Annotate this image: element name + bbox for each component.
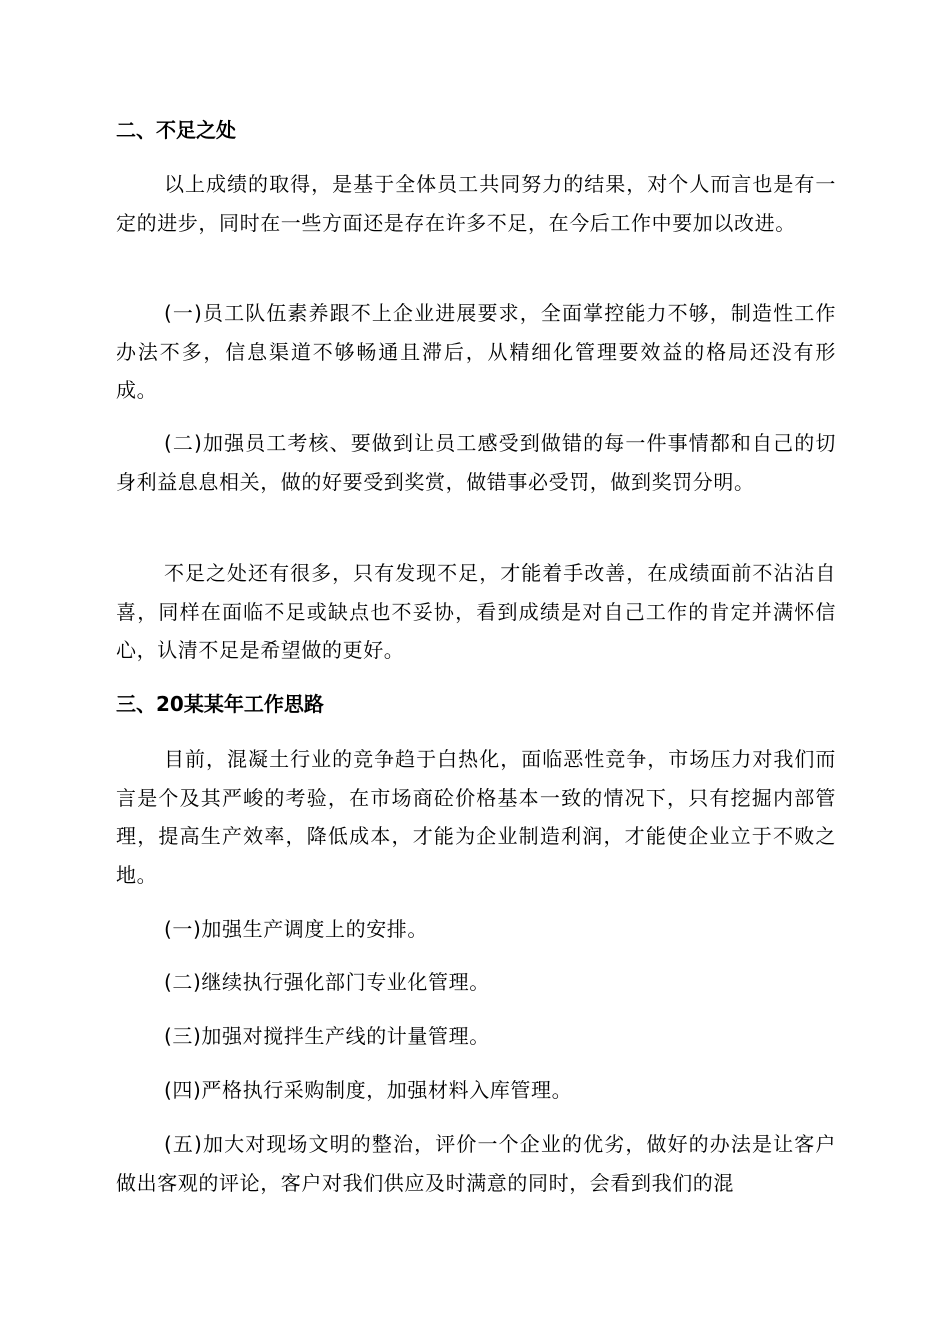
- plan-item-1: (一)加强生产调度上的安排。: [164, 917, 429, 941]
- paragraph-shortcoming-conclusion: 不足之处还有很多，只有发现不足，才能着手改善，在成绩面前不沾沾自喜，同样在面临不足或缺点也不妥协，看到成绩是对自己工作的肯定并满怀信心，认清不足是希望做的更好。: [116, 561, 836, 662]
- paragraph-achievements-summary: 以上成绩的取得，是基于全体员工共同努力的结果，对个人而言也是有一定的进步，同时在一些方面还是存在许多不足，在今后工作中要加以改进。: [116, 172, 836, 235]
- paragraph-shortcoming-1: (一)员工队伍素养跟不上企业进展要求，全面掌控能力不够，制造性工作办法不多，信息渠道不够畅通且滞后，从精细化管理要效益的格局还没有形成。: [116, 301, 836, 402]
- section-heading-work-plan: 三、20某某年工作思路: [116, 692, 324, 716]
- plan-item-4: (四)严格执行采购制度，加强材料入库管理。: [164, 1078, 573, 1102]
- plan-item-2: (二)继续执行强化部门专业化管理。: [164, 970, 490, 994]
- section-heading-shortcomings: 二、不足之处: [116, 118, 236, 142]
- plan-item-3: (三)加强对搅拌生产线的计量管理。: [164, 1024, 490, 1048]
- paragraph-shortcoming-2: (二)加强员工考核、要做到让员工感受到做错的每一件事情都和自己的切身利益息息相关，做的好要受到奖赏，做错事必受罚，做到奖罚分明。: [116, 431, 836, 494]
- paragraph-industry-context: 目前，混凝土行业的竞争趋于白热化，面临恶性竞争，市场压力对我们而言是个及其严峻的考验，在市场商砼价格基本一致的情况下，只有挖掘内部管理，提高生产效率，降低成本，才能为企业制造利润，才能使企业立于不败之地。: [116, 747, 836, 887]
- plan-item-5: (五)加大对现场文明的整治，评价一个企业的优劣，做好的办法是让客户做出客观的评论，客户对我们供应及时满意的同时，会看到我们的混: [116, 1132, 836, 1195]
